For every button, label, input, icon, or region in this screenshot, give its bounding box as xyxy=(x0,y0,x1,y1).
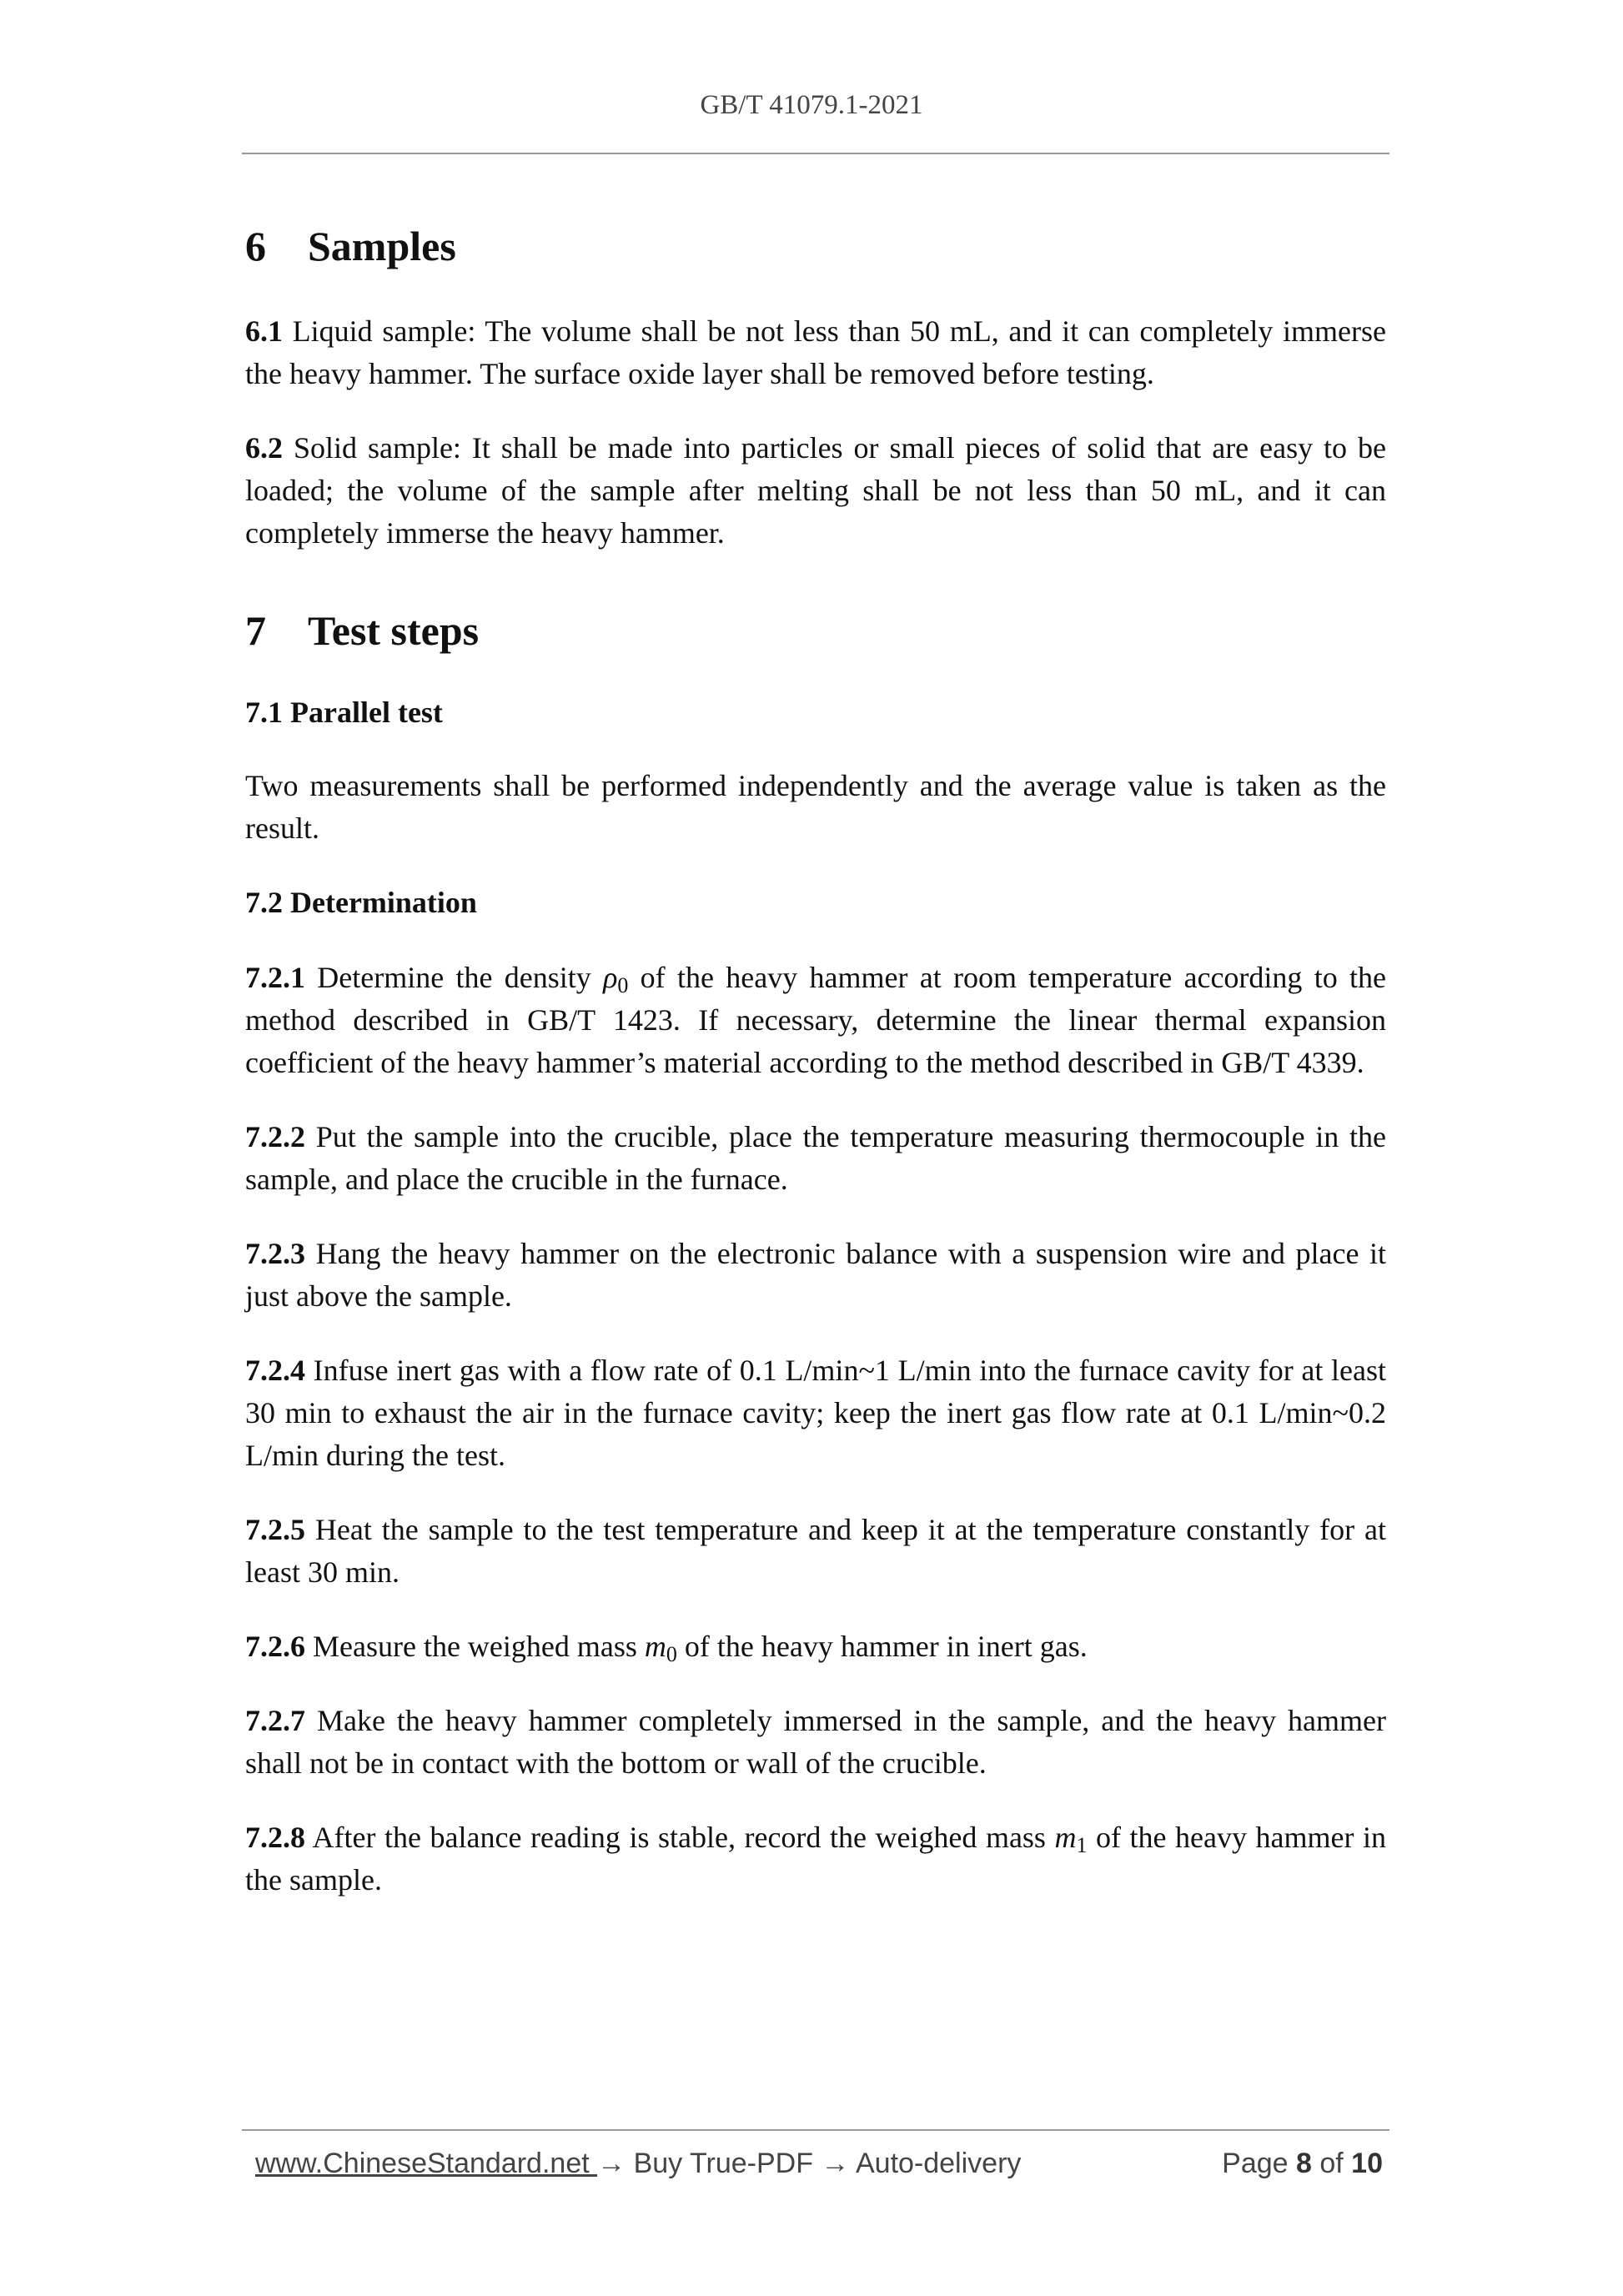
clause-6-2 xyxy=(245,427,1386,555)
footer-tagline: → Buy True-PDF → Auto-delivery xyxy=(597,2148,1022,2179)
clause-7-2-4 xyxy=(245,1349,1386,1477)
clause-number: 7.2.4 xyxy=(245,1354,305,1387)
current-page: 8 xyxy=(1296,2148,1312,2179)
clause-text-continued: of the heavy hammer at room temperature according to the method described in GB/T 1423. If necessary, determine the linear thermal expansion coefficient of the heavy hammer’s material according to the method described in GB/T 4339. xyxy=(245,961,1386,1079)
clause-7-2-7 xyxy=(245,1700,1386,1785)
section-number: 6 xyxy=(245,223,266,269)
clause-text: Determine the density xyxy=(305,961,604,994)
clause-number: 7.2.7 xyxy=(245,1704,305,1737)
clause-number: 6.2 xyxy=(245,431,283,465)
section-title: Test steps xyxy=(308,607,480,654)
total-pages: 10 xyxy=(1351,2148,1383,2179)
mass-symbol: m xyxy=(1054,1821,1077,1854)
header-divider xyxy=(242,153,1389,154)
paragraph-7-1: Two measurements shall be performed independently and the average value is taken as the result. xyxy=(245,769,1386,845)
section-heading-7 xyxy=(245,601,1386,660)
clause-text: Put the sample into the crucible, place the temperature measuring thermocouple in the sample, and place the crucible in the furnace. xyxy=(245,1120,1386,1196)
subsection-heading-7-1: 7.1 Parallel test xyxy=(245,696,443,729)
page-indicator xyxy=(1222,2148,1383,2180)
clause-7-2-5 xyxy=(245,1509,1386,1594)
section-number: 7 xyxy=(245,607,266,654)
mass-subscript: 0 xyxy=(666,1642,677,1666)
clause-7-2-8 xyxy=(245,1816,1386,1902)
density-symbol: ρ xyxy=(603,961,618,994)
footer-divider xyxy=(242,2129,1389,2131)
clause-number: 7.2.3 xyxy=(245,1237,305,1270)
document-body xyxy=(245,217,1386,1902)
clause-text: Hang the heavy hammer on the electronic balance with a suspension wire and place it just above the sample. xyxy=(245,1237,1386,1313)
clause-text: Measure the weighed mass xyxy=(305,1630,645,1663)
clause-7-2-3 xyxy=(245,1233,1386,1318)
clause-text: Infuse inert gas with a flow rate of 0.1 L/min~1 L/min into the furnace cavity for at least 30 min to exhaust the air in the furnace cavity; keep the inert gas flow rate at 0.1 L/min~0.2 L/min during the test. xyxy=(245,1354,1386,1472)
page-label: Page xyxy=(1222,2148,1296,2179)
clause-number: 6.1 xyxy=(245,314,283,348)
of-label: of xyxy=(1311,2148,1352,2179)
density-subscript: 0 xyxy=(617,973,629,997)
clause-number: 7.2.5 xyxy=(245,1513,305,1546)
section-heading-6 xyxy=(245,217,1386,275)
clause-text: After the balance reading is stable, record the weighed mass xyxy=(305,1821,1055,1854)
clause-text: Liquid sample: The volume shall be not less than 50 mL, and it can completely immerse the heavy hammer. The surface oxide layer shall be removed before testing. xyxy=(245,314,1386,390)
clause-number: 7.2.6 xyxy=(245,1630,305,1663)
page-header: GB/T 41079.1-2021 xyxy=(700,90,923,120)
mass-subscript: 1 xyxy=(1076,1833,1088,1857)
clause-text: Heat the sample to the test temperature and keep it at the temperature constantly for at least 30 min. xyxy=(245,1513,1386,1589)
clause-7-2-6 xyxy=(245,1625,1386,1668)
clause-text-continued: of the heavy hammer in the sample. xyxy=(245,1821,1386,1897)
section-title: Samples xyxy=(308,223,456,269)
page-footer xyxy=(255,2148,1383,2189)
clause-number: 7.2.8 xyxy=(245,1821,305,1854)
website-link[interactable]: www.ChineseStandard.net xyxy=(255,2148,598,2179)
clause-7-2-2 xyxy=(245,1116,1386,1201)
clause-6-1 xyxy=(245,310,1386,395)
clause-number: 7.2.2 xyxy=(245,1120,305,1153)
clause-text: Make the heavy hammer completely immersed in the sample, and the heavy hammer shall not be in contact with the bottom or wall of the crucible. xyxy=(245,1704,1386,1780)
footer-promo xyxy=(255,2148,1021,2180)
clause-7-2-1 xyxy=(245,957,1386,1084)
subsection-heading-7-2: 7.2 Determination xyxy=(245,886,477,919)
clause-text-continued: of the heavy hammer in inert gas. xyxy=(676,1630,1088,1663)
clause-number: 7.2.1 xyxy=(245,961,305,994)
clause-text: Solid sample: It shall be made into particles or small pieces of solid that are easy to be loaded; the volume of the sample after melting shall be not less than 50 mL, and it can completely immerse the heavy hammer. xyxy=(245,431,1386,550)
mass-symbol: m xyxy=(644,1630,666,1663)
